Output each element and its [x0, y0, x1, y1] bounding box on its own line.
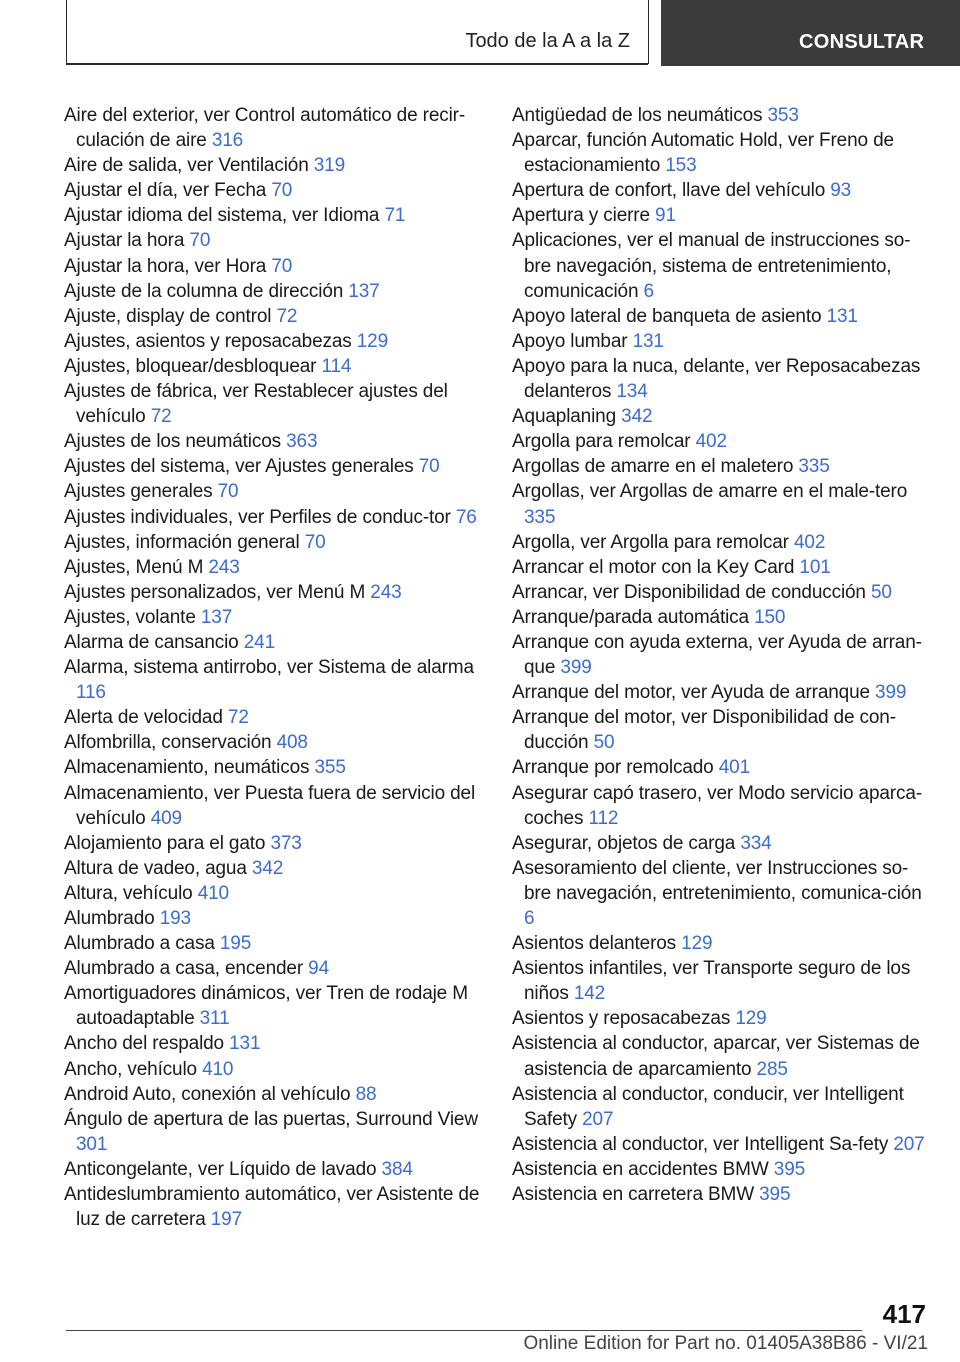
index-entry [64, 956, 480, 981]
index-entry-text: Ajustes, asientos y reposacabezas [64, 330, 352, 352]
index-entry [512, 1006, 932, 1031]
page-reference-link[interactable]: 72 [276, 305, 298, 327]
index-entry [64, 279, 480, 304]
index-entry-text: Ángulo de apertura de las puertas, Surround View [64, 1108, 478, 1130]
page-reference-link[interactable]: 285 [756, 1058, 788, 1080]
index-entry-text: Aire del exterior, ver Control automático de recir-culación de aire [64, 105, 466, 152]
page-reference-link[interactable]: 193 [159, 908, 191, 929]
page-reference-link[interactable]: 408 [276, 732, 308, 754]
index-entry [512, 404, 932, 429]
index-entry-text: Asistencia en carretera BMW [512, 1184, 754, 1206]
index-entry-text: Ajustar la hora [64, 230, 185, 252]
index-entry-text: Amortiguadores dinámicos, ver Tren de rodaje M autoadaptable [64, 983, 468, 1030]
index-entry-text: Aire de salida, ver Ventilación [64, 155, 309, 177]
index-entry-text: Ajustes individuales, ver Perfiles de conduc-tor [64, 506, 451, 528]
index-entry-text: Argolla para remolcar [512, 431, 691, 453]
index-entry [64, 1157, 480, 1182]
page-reference-link[interactable]: 70 [271, 180, 293, 202]
index-entry-text: Almacenamiento, neumáticos [64, 757, 310, 779]
index-entry-text: Aplicaciones, ver el manual de instrucciones so-bre navegación, sistema de entretenimiento, comunicación [512, 230, 911, 302]
index-entry [512, 755, 932, 780]
index-entry-text: Aquaplaning [512, 406, 617, 428]
index-entry [64, 605, 480, 630]
page-reference-link[interactable]: 195 [219, 933, 252, 955]
index-entry [512, 605, 932, 630]
index-entry-text: Ajustes, información general [64, 531, 300, 553]
index-entry [512, 203, 932, 228]
index-entry [64, 479, 480, 504]
index-entry-text: Asegurar capó trasero, ver Modo servicio aparca-coches [512, 782, 922, 829]
index-entry-text: Ajustes, volante [64, 606, 196, 628]
page-reference-link[interactable]: 93 [830, 180, 852, 202]
index-entry-text: Ajustes de los neumáticos [64, 431, 281, 453]
index-entry [64, 429, 480, 454]
index-entry-text: Ajustar la hora, ver Hora [64, 255, 267, 277]
index-entry [512, 1082, 932, 1132]
index-entry-text: Altura de vadeo, agua [64, 857, 247, 879]
page-reference-link[interactable]: 114 [321, 355, 352, 377]
page-reference-link[interactable]: 402 [794, 531, 826, 553]
index-entry [512, 705, 932, 755]
index-entry [64, 906, 480, 931]
index-entry [512, 1132, 932, 1157]
page-reference-link[interactable]: 71 [384, 205, 406, 227]
page-reference-link[interactable]: 150 [754, 606, 786, 628]
index-entry-text: Antigüedad de los neumáticos [512, 105, 763, 126]
page-reference-link[interactable]: 129 [735, 1008, 767, 1030]
index-column-left [64, 103, 480, 1232]
index-entry-text: Alarma, sistema antirrobo, ver Sistema de alarma [64, 657, 474, 679]
index-entry [64, 505, 480, 530]
index-entry [512, 931, 932, 956]
index-entry-text: Asistencia en accidentes BMW [512, 1158, 769, 1180]
index-entry-text: Arrancar, ver Disponibilidad de conducción [512, 581, 866, 603]
index-entry-text: Ajuste, display de control [64, 305, 272, 327]
page-reference-link[interactable]: 207 [893, 1133, 925, 1155]
index-entry-text: Altura, vehículo [64, 882, 193, 904]
page-reference-link[interactable]: 243 [208, 556, 240, 578]
index-entry [64, 580, 480, 605]
page-reference-link[interactable]: 131 [229, 1033, 261, 1055]
index-entry [64, 705, 480, 730]
page-reference-link[interactable]: 142 [573, 983, 606, 1005]
page-reference-link[interactable]: 319 [313, 155, 346, 177]
index-entry-text: Apertura de confort, llave del vehículo [512, 180, 826, 202]
page-reference-link[interactable]: 395 [759, 1184, 791, 1206]
page-reference-link[interactable]: 409 [150, 807, 182, 829]
header-left-border [66, 0, 67, 64]
page-reference-link[interactable]: 137 [200, 606, 233, 628]
index-entry [64, 228, 480, 253]
page-reference-link[interactable]: 112 [588, 807, 619, 829]
index-entry-text: Apertura y cierre [512, 205, 650, 227]
index-entry [64, 781, 480, 831]
index-entry-text: Ancho del respaldo [64, 1033, 224, 1055]
index-entry-text: Arrancar el motor con la Key Card [512, 556, 795, 578]
index-entry-text: Argollas, ver Argollas de amarre en el male-tero [512, 481, 908, 503]
index-entry-text: Apoyo lumbar [512, 330, 628, 352]
index-entry-text: Alumbrado [64, 908, 155, 929]
page-reference-link[interactable]: 129 [356, 330, 389, 352]
index-entry-text: Asistencia al conductor, ver Intelligent Sa-fety [512, 1133, 889, 1155]
index-entry [64, 530, 480, 555]
index-entry [64, 1057, 480, 1082]
page-reference-link[interactable]: 72 [227, 707, 249, 729]
page-reference-link[interactable]: 134 [616, 381, 648, 403]
index-entry-text: Android Auto, conexión al vehículo [64, 1083, 351, 1105]
page-reference-link[interactable]: 116 [76, 682, 106, 704]
page-reference-link[interactable]: 131 [632, 330, 664, 352]
page-reference-link[interactable]: 399 [560, 657, 592, 679]
index-entry-text: Asientos infantiles, ver Transporte seguro de los niños [512, 958, 911, 1005]
page-header [0, 0, 960, 66]
page-reference-link[interactable]: 70 [304, 531, 326, 553]
index-entry-text: Apoyo lateral de banqueta de asiento [512, 305, 822, 327]
index-entry [512, 429, 932, 454]
index-entry [512, 781, 932, 831]
index-entry [64, 1031, 480, 1056]
index-entry [64, 1082, 480, 1107]
index-entry-text: Asistencia al conductor, aparcar, ver Sistemas de asistencia de aparcamiento [512, 1033, 920, 1080]
edition-footer: Online Edition for Part no. 01405A38B86 - VI/21 [523, 1333, 928, 1354]
index-entry [64, 254, 480, 279]
index-entry [512, 580, 932, 605]
page-reference-link[interactable]: 241 [243, 631, 275, 653]
index-entry [512, 178, 932, 203]
page-reference-link[interactable]: 384 [381, 1158, 413, 1180]
page-reference-link[interactable]: 207 [582, 1108, 614, 1130]
page-reference-link[interactable]: 50 [871, 581, 892, 603]
page-number: 417 [882, 1299, 926, 1329]
index-entry [64, 831, 480, 856]
index-entry-text: Ancho, vehículo [64, 1058, 197, 1080]
index-entry [512, 128, 932, 178]
index-entry [512, 479, 932, 529]
index-entry-text: Arranque del motor, ver Ayuda de arranque [512, 682, 870, 704]
index-entry [64, 856, 480, 881]
page-reference-link[interactable]: 401 [718, 757, 750, 779]
page-reference-link[interactable]: 70 [418, 456, 440, 478]
footer-divider [66, 1330, 862, 1331]
index-entry [64, 1107, 480, 1157]
index-entry-text: Arranque/parada automática [512, 606, 749, 628]
page-reference-link[interactable]: 88 [355, 1083, 377, 1105]
page-reference-link[interactable]: 301 [76, 1133, 108, 1155]
index-entry-text: Arranque con ayuda externa, ver Ayuda de arran-que [512, 631, 922, 679]
page-reference-link[interactable]: 70 [271, 255, 293, 277]
index-entry [512, 454, 932, 479]
page-reference-link[interactable]: 355 [314, 757, 346, 779]
page-reference-link[interactable]: 342 [251, 857, 284, 879]
index-entry [512, 630, 932, 680]
page-reference-link[interactable]: 353 [767, 105, 799, 126]
index-entry-text: Asientos y reposacabezas [512, 1008, 731, 1030]
index-entry-text: Ajustes, Menú M [64, 556, 204, 578]
page-reference-link[interactable]: 399 [875, 682, 907, 704]
index-entry [64, 203, 480, 228]
page-reference-link[interactable]: 335 [798, 456, 830, 478]
index-entry-text: Argolla, ver Argolla para remolcar [512, 531, 789, 553]
index-entry [512, 354, 932, 404]
header-divider [648, 0, 649, 64]
index-entry-text: Ajustes, bloquear/desbloquear [64, 355, 317, 377]
index-entry [64, 881, 480, 906]
index-entry [64, 354, 480, 379]
page-reference-link[interactable]: 72 [150, 406, 172, 428]
index-entry-text: Ajustes personalizados, ver Menú M [64, 581, 366, 603]
index-entry [512, 228, 932, 303]
page-reference-link[interactable]: 197 [210, 1209, 243, 1231]
page-reference-link[interactable]: 6 [524, 908, 535, 929]
index-entry-text: Alerta de velocidad [64, 707, 223, 729]
page-reference-link[interactable]: 363 [286, 431, 318, 453]
page-reference-link[interactable]: 316 [211, 130, 244, 152]
index-entry-text: Asientos delanteros [512, 933, 677, 955]
index-entry-text: Alumbrado a casa [64, 933, 215, 955]
page-reference-link[interactable]: 243 [370, 581, 402, 603]
index-entry [64, 178, 480, 203]
page-reference-link[interactable]: 153 [665, 155, 697, 177]
header-bottom-border [66, 63, 648, 65]
page-reference-link[interactable]: 373 [270, 832, 302, 854]
index-entry [512, 329, 932, 354]
index-entry-text: Apoyo para la nuca, delante, ver Reposacabezas delanteros [512, 355, 921, 403]
index-entry [512, 856, 932, 931]
page-reference-link[interactable]: 101 [799, 556, 831, 578]
index-entry [512, 530, 932, 555]
index-entry-text: Alumbrado a casa, encender [64, 958, 304, 980]
index-entry [64, 981, 480, 1031]
index-entry [64, 304, 480, 329]
index-entry-text: Ajustes del sistema, ver Ajustes generales [64, 456, 414, 478]
index-entry [64, 755, 480, 780]
index-entry-text: Asesoramiento del cliente, ver Instrucciones so-bre navegación, entretenimiento, comunica-ción [512, 857, 922, 904]
index-entry [512, 555, 932, 580]
index-entry-text: Almacenamiento, ver Puesta fuera de servicio del vehículo [64, 782, 476, 829]
index-entry [64, 454, 480, 479]
page-reference-link[interactable]: 410 [197, 882, 229, 904]
section-title: Todo de la A a la Z [465, 30, 630, 52]
page-reference-link[interactable]: 50 [593, 732, 615, 754]
index-entry [64, 931, 480, 956]
index-entry-text: Arranque por remolcado [512, 757, 714, 779]
index-entry [64, 329, 480, 354]
index-entry [64, 379, 480, 429]
page-reference-link[interactable]: 410 [202, 1058, 234, 1080]
index-entry [64, 1182, 480, 1232]
index-entry [64, 103, 480, 153]
page-reference-link[interactable]: 94 [308, 958, 330, 980]
index-entry [512, 304, 932, 329]
page-reference-link[interactable]: 334 [740, 832, 772, 854]
page-reference-link[interactable]: 70 [189, 230, 211, 252]
index-entry-text: Alfombrilla, conservación [64, 732, 272, 754]
page-reference-link[interactable]: 76 [455, 506, 477, 528]
page-reference-link[interactable]: 137 [348, 280, 380, 302]
page-reference-link[interactable]: 91 [655, 205, 676, 227]
page-reference-link[interactable]: 131 [826, 305, 858, 327]
index-entry [512, 956, 932, 1006]
index-entry [512, 1182, 932, 1207]
index-entry-text: Anticongelante, ver Líquido de lavado [64, 1158, 377, 1180]
index-entry-text: Ajustar el día, ver Fecha [64, 180, 267, 202]
index-entry-text: Aparcar, función Automatic Hold, ver Freno de estacionamiento [512, 130, 894, 177]
index-entry-text: Ajuste de la columna de dirección [64, 280, 344, 302]
index-entry [512, 831, 932, 856]
page-reference-link[interactable]: 311 [199, 1008, 230, 1030]
page-reference-link[interactable]: 395 [773, 1158, 806, 1180]
index-entry [512, 103, 932, 128]
index-entry [64, 153, 480, 178]
index-entry-text: Ajustar idioma del sistema, ver Idioma [64, 205, 380, 227]
index-entry [64, 730, 480, 755]
index-entry-text: Asistencia al conductor, conducir, ver Intelligent Safety [512, 1083, 904, 1130]
index-entry-text: Arranque del motor, ver Disponibilidad de con-ducción [512, 707, 896, 754]
index-entry [512, 680, 932, 705]
index-entry [64, 630, 480, 655]
index-entry-text: Antideslumbramiento automático, ver Asistente de luz de carretera [64, 1184, 480, 1231]
index-entry-text: Alarma de cansancio [64, 631, 239, 653]
page-reference-link[interactable]: 6 [643, 280, 654, 302]
page-reference-link[interactable]: 70 [217, 481, 239, 503]
page-reference-link[interactable]: 335 [524, 506, 556, 528]
section-tab-consultar[interactable]: CONSULTAR [661, 0, 960, 66]
page-reference-link[interactable]: 129 [681, 933, 713, 955]
index-entry-text: Asegurar, objetos de carga [512, 832, 736, 854]
page-reference-link[interactable]: 342 [621, 406, 653, 428]
index-entry-text: Ajustes generales [64, 481, 213, 503]
index-entry [64, 555, 480, 580]
index-column-right [512, 103, 932, 1207]
index-entry-text: Ajustes de fábrica, ver Restablecer ajustes del vehículo [64, 381, 448, 428]
index-entry [512, 1157, 932, 1182]
index-entry [512, 1031, 932, 1081]
index-entry [64, 655, 480, 705]
index-entry-text: Argollas de amarre en el maletero [512, 456, 794, 478]
index-entry-text: Alojamiento para el gato [64, 832, 266, 854]
page-reference-link[interactable]: 402 [695, 431, 727, 453]
